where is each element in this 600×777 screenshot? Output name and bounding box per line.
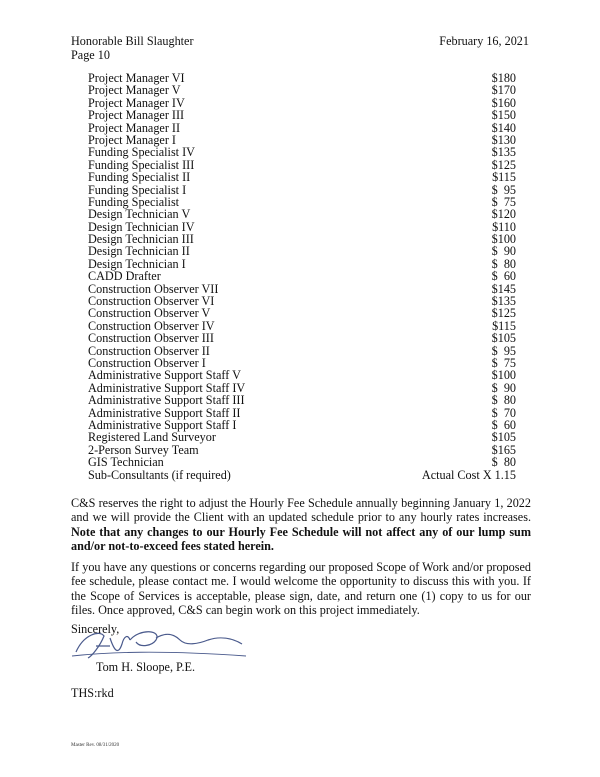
rate-title: 2-Person Survey Team [88, 442, 199, 457]
rate-value: $ 75 [491, 194, 516, 209]
rate-row [88, 394, 516, 406]
typist-initials: THS:rkd [71, 686, 114, 700]
rate-value: $100 [491, 368, 516, 383]
rate-title: Design Technician IV [88, 219, 195, 234]
rate-row [88, 245, 516, 257]
rate-row [88, 109, 516, 121]
page-number: Page 10 [71, 48, 110, 62]
rate-value: $170 [491, 83, 516, 98]
rate-row [88, 332, 516, 344]
rate-title: GIS Technician [88, 455, 164, 470]
rate-row [88, 456, 516, 468]
rate-value: Actual Cost X 1.15 [421, 467, 516, 482]
hourly-fee-schedule [88, 72, 516, 481]
rate-row [88, 469, 516, 481]
rate-row [88, 369, 516, 381]
rate-value: $ 80 [491, 393, 516, 408]
rate-value: $ 95 [491, 182, 516, 197]
fee-adjustment-text: C&S reserves the right to adjust the Hourly Fee Schedule annually beginning January 1, 2022 and we will provide the Client with an updated schedule prior to any hourly rates increases. [71, 496, 531, 525]
rate-title: Project Manager VI [88, 71, 185, 85]
signature-image [70, 626, 250, 662]
rate-value: $105 [491, 430, 516, 445]
revision-footer: Master Rev. 08/31/2020 [71, 743, 120, 748]
rate-row [88, 431, 516, 443]
rate-title: Construction Observer IV [88, 318, 215, 333]
closing: Sincerely, [71, 622, 120, 636]
rate-title: Sub-Consultants (if required) [88, 467, 231, 482]
rate-value: $110 [492, 219, 516, 234]
rate-title: Funding Specialist [88, 194, 180, 209]
rate-title: Construction Observer I [88, 355, 206, 370]
rate-value: $ 90 [491, 380, 516, 395]
rate-title: Project Manager I [88, 132, 176, 147]
rate-value: $125 [491, 306, 516, 321]
rate-title: Construction Observer VI [88, 294, 215, 309]
rate-title: Funding Specialist III [88, 157, 195, 172]
rate-value: $ 80 [491, 455, 516, 470]
rate-value: $120 [491, 207, 516, 222]
rate-title: Funding Specialist IV [88, 145, 195, 160]
rate-title: Administrative Support Staff III [88, 393, 245, 408]
contact-paragraph: If you have any questions or concerns regarding our proposed Scope of Work and/or proposed fee schedule, please contact me. I would welcome the opportunity to discuss this with you. If the Scope of Services is acceptable, please sign, date, and return one (1) copy to us for our files. Once approved, C&S can begin work on this project immediately. [71, 560, 531, 618]
rate-value: $ 70 [491, 405, 516, 420]
rate-row [88, 146, 516, 158]
letter-date: February 16, 2021 [439, 34, 529, 48]
rate-value: $160 [491, 95, 516, 110]
rate-row [88, 270, 516, 282]
rate-value: $150 [491, 108, 516, 123]
rate-value: $180 [491, 71, 516, 85]
signer-name: Tom H. Sloope, P.E. [96, 660, 196, 674]
rate-value: $130 [491, 132, 516, 147]
rate-value: $ 80 [491, 256, 516, 271]
letter-header [71, 34, 529, 62]
rate-title: Construction Observer II [88, 343, 210, 358]
rate-title: Administrative Support Staff I [88, 417, 237, 432]
rate-title: Project Manager V [88, 83, 181, 98]
rate-title: Administrative Support Staff II [88, 405, 241, 420]
rate-value: $135 [491, 145, 516, 160]
rate-title: Registered Land Surveyor [88, 430, 216, 445]
rate-title: CADD Drafter [88, 269, 161, 284]
rate-title: Project Manager III [88, 108, 185, 123]
rate-value: $100 [491, 232, 516, 247]
rate-value: $105 [491, 331, 516, 346]
rate-title: Project Manager II [88, 120, 181, 135]
fee-adjustment-note: Note that any changes to our Hourly Fee Schedule will not affect any of our lump sum and/or not-to-exceed fees stated herein. [71, 524, 531, 554]
rate-value: $ 90 [491, 244, 516, 259]
recipient-name: Honorable Bill Slaughter [71, 34, 194, 48]
rate-title: Design Technician III [88, 232, 194, 247]
rate-row [88, 84, 516, 96]
rate-value: $115 [492, 318, 516, 333]
rate-title: Construction Observer VII [88, 281, 219, 296]
rate-title: Construction Observer V [88, 306, 211, 321]
rate-value: $125 [491, 157, 516, 172]
rate-value: $ 60 [491, 269, 516, 284]
rate-value: $165 [491, 442, 516, 457]
rate-title: Project Manager IV [88, 95, 185, 110]
fee-adjustment-paragraph [71, 496, 531, 554]
rate-title: Design Technician II [88, 244, 190, 259]
rate-title: Funding Specialist I [88, 182, 187, 197]
rate-value: $135 [491, 294, 516, 309]
rate-row [88, 171, 516, 183]
rate-title: Administrative Support Staff V [88, 368, 241, 383]
rate-title: Funding Specialist II [88, 170, 191, 185]
rate-title: Administrative Support Staff IV [88, 380, 246, 395]
rate-row [88, 208, 516, 220]
rate-value: $ 60 [491, 417, 516, 432]
rate-value: $115 [492, 170, 516, 185]
rate-title: Design Technician V [88, 207, 191, 222]
rate-value: $145 [491, 281, 516, 296]
rate-row [88, 307, 516, 319]
rate-value: $140 [491, 120, 516, 135]
rate-value: $ 75 [491, 355, 516, 370]
rate-title: Design Technician I [88, 256, 186, 271]
rate-title: Construction Observer III [88, 331, 214, 346]
rate-value: $ 95 [491, 343, 516, 358]
